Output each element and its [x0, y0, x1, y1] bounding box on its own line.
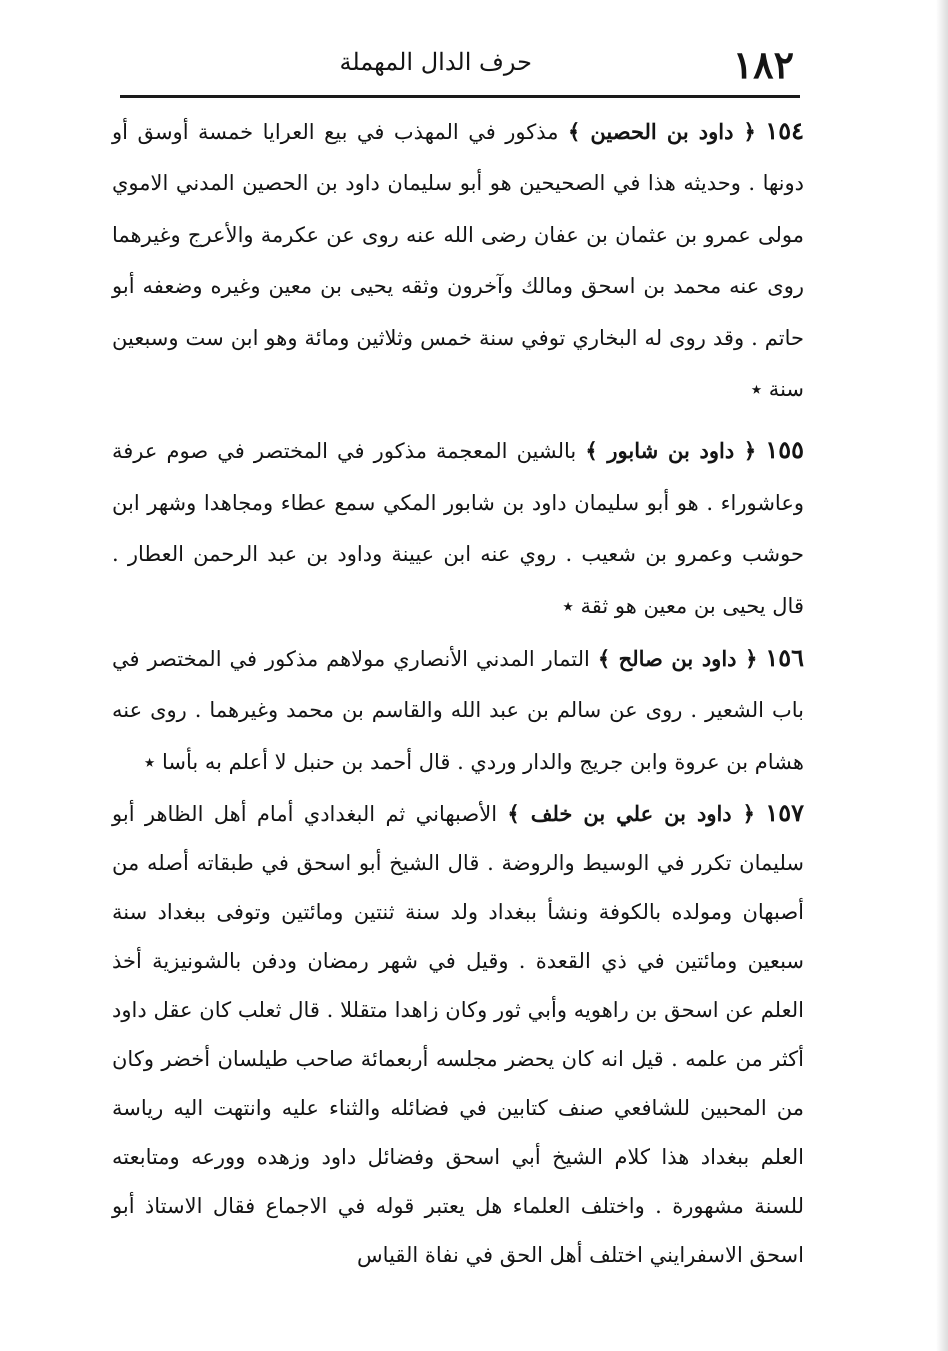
entry-name: ﴿ داود بن علي بن خلف ﴾ [507, 801, 755, 827]
entry-text: التمار المدني الأنصاري مولاهم مذكور في المختصر في باب الشعير . روى عن سالم بن عبد الله والقاسم بن محمد وغيرهما . روى عنه هشام بن عروة وابن جريج والدار وردي . قال أحمد بن حنبل لا أعلم به بأسا ٭ [112, 647, 804, 774]
page-number: ١٨٢ [732, 42, 794, 87]
entry-156 [112, 632, 804, 788]
page-header [110, 40, 800, 92]
page-edge-shadow [936, 0, 948, 1351]
entry-number: ١٥٤ [765, 116, 805, 145]
entry-154 [112, 105, 804, 415]
entry-text: الأصبهاني ثم البغدادي أمام أهل الظاهر أبو سليمان تكرر في الوسيط والروضة . قال الشيخ أبو اسحق في طبقاته أصله من أصبهان ومولده بالكوفة ونشأ ببغداد ولد سنة ثنتين ومائتين وتوفى ببغداد سنة سبعين ومائتين في ذي القعدة . وقيل في شهر رمضان ودفن بالشونيزية أخذ العلم عن اسحق بن راهويه وأبي ثور وكان زاهدا متقللا . قال ثعلب كان عقل داود أكثر من علمه . قيل انه كان يحضر مجلسه أربعمائة صاحب طيلسان أخضر وكان من المحبين للشافعي صنف كتابين في فضائله والثناء عليه وانتهت اليه رياسة العلم ببغداد هذا كلام الشيخ أبي اسحق وفضائل داود وزهده وورعه ومتابعته للسنة مشهورة . واختلف العلماء هل يعتبر قوله في الاجماع فقال الاستاذ أبو اسحق الاسفرايني اختلف أهل الحق في نفاة القياس [112, 802, 804, 1268]
entry-number: ١٥٦ [765, 643, 804, 673]
entry-157 [112, 788, 804, 1280]
entry-name: ﴿ داود بن صالح ﴾ [597, 646, 758, 672]
header-rule [120, 95, 800, 98]
entry-text: بالشين المعجمة مذكور في المختصر في صوم عرفة وعاشوراء . هو أبو سليمان داود بن شابور المكي سمع عطاء ومجاهدا وشهر ابن حوشب وعمرو بن شعيب . روي عنه ابن عيينة وداود بن عبد الرحمن العطار . قال يحيى بن معين هو ثقة ٭ [112, 439, 804, 618]
entry-number: ١٥٥ [765, 435, 804, 465]
page-body [112, 105, 804, 1280]
entry-number: ١٥٧ [765, 798, 804, 828]
entry-name: ﴿ داود بن الحصين ﴾ [568, 119, 756, 144]
running-title: حرف الدال المهملة [339, 48, 532, 76]
entry-155 [112, 424, 804, 632]
entry-name: ﴿ داود بن شابور ﴾ [585, 438, 757, 464]
entry-text: مذكور في المهذب في بيع العرايا خمسة أوسق أو دونها . وحديثه هذا في الصحيحين هو أبو سليمان داود بن الحصين المدني الاموي مولى عمرو بن عثمان بن عفان رضى الله عنه روى عن عكرمة والأعرج وغيرهما روى عنه محمد بن اسحق ومالك وآخرون وثقه يحيى بن معين وغيره وضعفه أبو حاتم . وقد روى له البخاري توفي سنة خمس وثلاثين ومائة وهو ابن ست وسبعين سنة ٭ [112, 120, 804, 402]
